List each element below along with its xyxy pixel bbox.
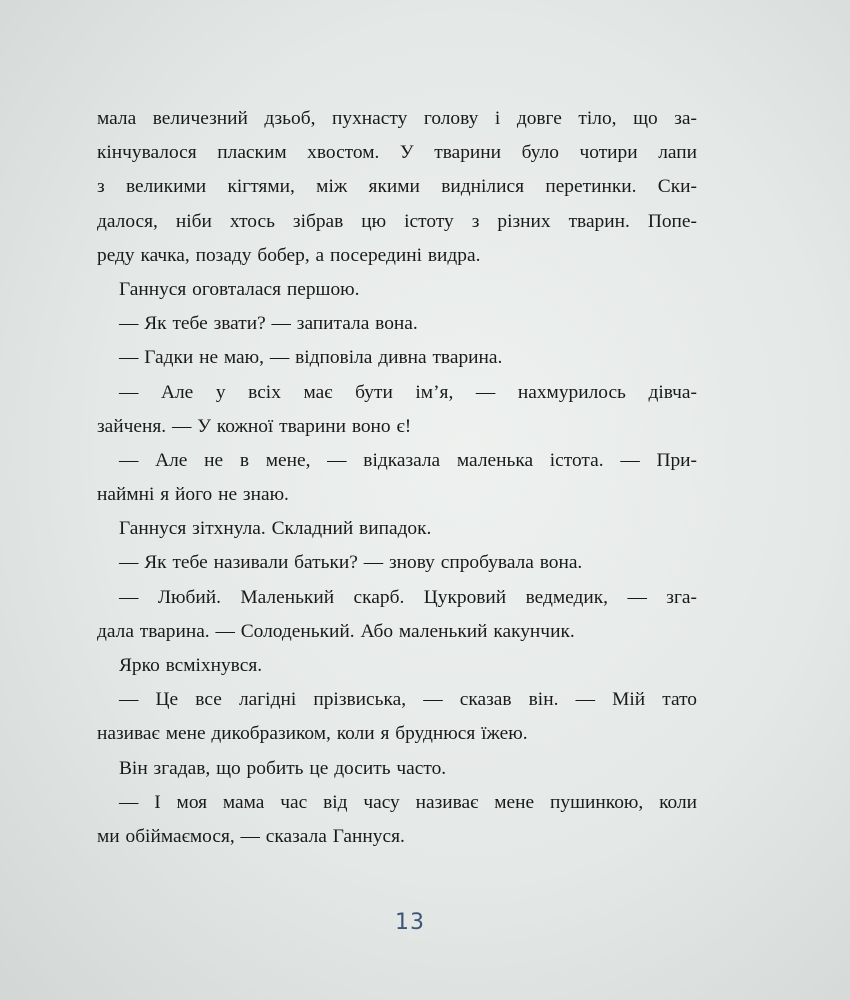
text-line: Ганнуся зітхнула. Складний випадок. [119, 518, 432, 540]
text-line: кінчувалося пласким хвостом. У тварини було чотири лапи [97, 142, 697, 164]
text-line: — Любий. Маленький скарб. Цукровий ведмедик, — зга- [119, 586, 697, 608]
text-line: дала тварина. — Солоденький. Або маленький какунчик. [97, 620, 575, 642]
text-line: Ярко всміхнувся. [119, 655, 263, 676]
text-line: — Як тебе називали батьки? — знову спробувала вона. [119, 552, 583, 574]
text-line: називає мене дикобразиком, коли я бруднюся їжею. [97, 723, 528, 745]
text-line: — Гадки не маю, — відповіла дивна тварина. [119, 347, 503, 369]
text-line: далося, ніби хтось зібрав цю істоту з різних тварин. Попе- [97, 210, 697, 232]
text-line: — Це все лагідні прізвиська, — сказав він. — Мій тато [119, 689, 697, 711]
body-text [97, 102, 697, 854]
text-line: з великими кігтями, між якими виднілися перетинки. Ски- [97, 176, 697, 198]
text-line: — Але у всіх має бути ім’я, — нахмурилось дівча- [119, 381, 697, 403]
text-line: зайченя. — У кожної тварини воно є! [97, 415, 412, 437]
text-line: Він згадав, що робить це досить часто. [119, 757, 447, 779]
text-line: — І моя мама час від часу називає мене пушинкою, коли [119, 791, 697, 813]
text-line: мала величезний дзьоб, пухнасту голову і довге тіло, що за- [97, 108, 697, 129]
text-line: реду качка, позаду бобер, а посередині видра. [97, 244, 481, 266]
text-line: наймні я його не знаю. [97, 484, 289, 506]
text-line: Ганнуся оговталася першою. [119, 278, 360, 300]
text-line: — Але не в мене, — відказала маленька істота. — При- [119, 449, 697, 471]
page-number: 13 [395, 910, 425, 935]
text-line: ми обіймаємося, — сказала Ганнуся. [97, 825, 405, 847]
text-line: — Як тебе звати? — запитала вона. [119, 313, 418, 335]
